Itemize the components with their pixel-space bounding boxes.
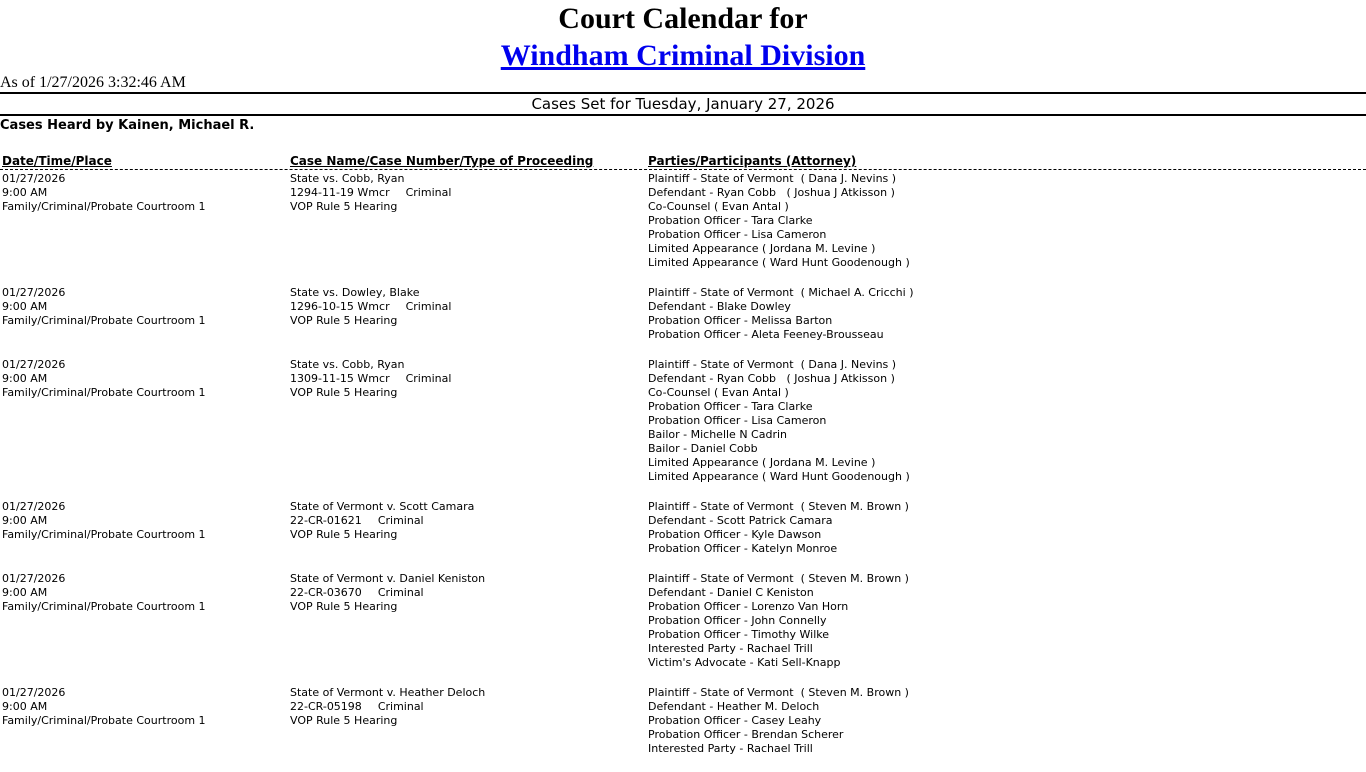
case-number: 1309-11-15 Wmcr: [290, 372, 390, 385]
case-type: Criminal: [405, 186, 452, 199]
case-proceeding: VOP Rule 5 Hearing: [290, 386, 398, 399]
case-number-line: [290, 586, 640, 600]
as-of-timestamp: As of 1/27/2026 3:32:46 AM: [0, 74, 186, 91]
party-entry: Defendant - Heather M. Deloch: [648, 700, 820, 713]
party-entry: Probation Officer - Melissa Barton: [648, 314, 833, 327]
case-time: 9:00 AM: [2, 186, 48, 199]
divider: [0, 114, 1366, 116]
case-number-line: [290, 186, 640, 200]
case-entry: [0, 286, 1366, 342]
party-entry: Victim's Advocate - Kati Sell-Knapp: [648, 656, 841, 669]
column-header-date-time-place: Date/Time/Place: [2, 154, 112, 168]
case-type: Criminal: [377, 700, 424, 713]
case-place: Family/Criminal/Probate Courtroom 1: [2, 528, 206, 541]
party-entry: Interested Party - Rachael Trill: [648, 742, 813, 755]
case-parties: [648, 686, 1348, 756]
case-date-time-place: [2, 286, 282, 328]
case-time: 9:00 AM: [2, 586, 48, 599]
case-parties: [648, 572, 1348, 670]
party-entry: Probation Officer - Casey Leahy: [648, 714, 822, 727]
party-entry: Probation Officer - Lisa Cameron: [648, 228, 827, 241]
party-entry: Plaintiff - State of Vermont ( Steven M. Brown ): [648, 500, 909, 513]
case-info: [290, 686, 640, 728]
case-date-time-place: [2, 358, 282, 400]
case-date-time-place: [2, 172, 282, 214]
division-link[interactable]: Windham Criminal Division: [500, 39, 866, 72]
party-entry: Defendant - Ryan Cobb ( Joshua J Atkisson ): [648, 186, 895, 199]
case-number-line: [290, 514, 640, 528]
case-date-time-place: [2, 686, 282, 728]
case-place: Family/Criminal/Probate Courtroom 1: [2, 600, 206, 613]
party-entry: Limited Appearance ( Ward Hunt Goodenough ): [648, 256, 910, 269]
case-place: Family/Criminal/Probate Courtroom 1: [2, 314, 206, 327]
case-parties: [648, 500, 1348, 556]
case-place: Family/Criminal/Probate Courtroom 1: [2, 714, 206, 727]
case-date: 01/27/2026: [2, 686, 66, 699]
case-date: 01/27/2026: [2, 500, 66, 513]
case-type: Criminal: [377, 586, 424, 599]
case-number: 1296-10-15 Wmcr: [290, 300, 390, 313]
case-number: 22-CR-01621: [290, 514, 362, 527]
case-info: [290, 358, 640, 400]
case-entry: [0, 572, 1366, 670]
case-proceeding: VOP Rule 5 Hearing: [290, 528, 398, 541]
case-number-line: [290, 300, 640, 314]
case-info: [290, 286, 640, 328]
party-entry: Probation Officer - Brendan Scherer: [648, 728, 844, 741]
case-number-line: [290, 372, 640, 386]
case-proceeding: VOP Rule 5 Hearing: [290, 200, 398, 213]
party-entry: Probation Officer - Lisa Cameron: [648, 414, 827, 427]
case-info: [290, 172, 640, 214]
party-entry: Co-Counsel ( Evan Antal ): [648, 386, 789, 399]
case-info: [290, 572, 640, 614]
case-date-time-place: [2, 500, 282, 542]
party-entry: Plaintiff - State of Vermont ( Dana J. Nevins ): [648, 358, 897, 371]
party-entry: Bailor - Daniel Cobb: [648, 442, 758, 455]
case-number: 1294-11-19 Wmcr: [290, 186, 390, 199]
party-entry: Probation Officer - Lorenzo Van Horn: [648, 600, 849, 613]
title-line: Court Calendar for: [558, 2, 808, 35]
page-title: [0, 0, 1366, 74]
case-type: Criminal: [377, 514, 424, 527]
case-number: 22-CR-05198: [290, 700, 362, 713]
case-parties: [648, 358, 1348, 484]
party-entry: Plaintiff - State of Vermont ( Dana J. Nevins ): [648, 172, 897, 185]
case-proceeding: VOP Rule 5 Hearing: [290, 714, 398, 727]
case-proceeding: VOP Rule 5 Hearing: [290, 600, 398, 613]
party-entry: Co-Counsel ( Evan Antal ): [648, 200, 789, 213]
party-entry: Interested Party - Rachael Trill: [648, 642, 813, 655]
party-entry: Plaintiff - State of Vermont ( Steven M. Brown ): [648, 686, 909, 699]
case-number: 22-CR-03670: [290, 586, 362, 599]
case-date: 01/27/2026: [2, 172, 66, 185]
party-entry: Limited Appearance ( Ward Hunt Goodenough ): [648, 470, 910, 483]
case-number-line: [290, 700, 640, 714]
party-entry: Defendant - Scott Patrick Camara: [648, 514, 833, 527]
party-entry: Probation Officer - Aleta Feeney-Brousseau: [648, 328, 884, 341]
party-entry: Limited Appearance ( Jordana M. Levine ): [648, 456, 876, 469]
case-time: 9:00 AM: [2, 372, 48, 385]
case-entry: [0, 172, 1366, 270]
party-entry: Probation Officer - Tara Clarke: [648, 400, 813, 413]
party-entry: Bailor - Michelle N Cadrin: [648, 428, 788, 441]
case-name: State of Vermont v. Daniel Keniston: [290, 572, 486, 585]
case-entry: [0, 686, 1366, 756]
cases-set-for-heading: Cases Set for Tuesday, January 27, 2026: [531, 95, 835, 113]
case-entry: [0, 500, 1366, 556]
case-parties: [648, 172, 1348, 270]
party-entry: Defendant - Blake Dowley: [648, 300, 791, 313]
party-entry: Plaintiff - State of Vermont ( Steven M. Brown ): [648, 572, 909, 585]
case-name: State vs. Dowley, Blake: [290, 286, 420, 299]
case-time: 9:00 AM: [2, 700, 48, 713]
case-entry: [0, 358, 1366, 484]
case-date-time-place: [2, 572, 282, 614]
party-entry: Defendant - Daniel C Keniston: [648, 586, 814, 599]
case-parties: [648, 286, 1348, 342]
case-list: [0, 172, 1366, 772]
case-place: Family/Criminal/Probate Courtroom 1: [2, 386, 206, 399]
case-time: 9:00 AM: [2, 514, 48, 527]
party-entry: Probation Officer - John Connelly: [648, 614, 827, 627]
column-headers: [0, 154, 1366, 170]
column-header-parties: Parties/Participants (Attorney): [648, 154, 857, 168]
judge-heading: Cases Heard by Kainen, Michael R.: [0, 118, 255, 133]
party-entry: Limited Appearance ( Jordana M. Levine ): [648, 242, 876, 255]
case-date: 01/27/2026: [2, 358, 66, 371]
party-entry: Probation Officer - Kyle Dawson: [648, 528, 822, 541]
case-type: Criminal: [405, 372, 452, 385]
party-entry: Probation Officer - Katelyn Monroe: [648, 542, 838, 555]
case-proceeding: VOP Rule 5 Hearing: [290, 314, 398, 327]
case-time: 9:00 AM: [2, 300, 48, 313]
division-title: [0, 37, 1366, 74]
party-entry: Probation Officer - Timothy Wilke: [648, 628, 830, 641]
party-entry: Plaintiff - State of Vermont ( Michael A. Cricchi ): [648, 286, 914, 299]
divider: [0, 92, 1366, 94]
case-date: 01/27/2026: [2, 286, 66, 299]
case-name: State of Vermont v. Heather Deloch: [290, 686, 486, 699]
party-entry: Defendant - Ryan Cobb ( Joshua J Atkisson ): [648, 372, 895, 385]
case-date: 01/27/2026: [2, 572, 66, 585]
case-place: Family/Criminal/Probate Courtroom 1: [2, 200, 206, 213]
case-name: State of Vermont v. Scott Camara: [290, 500, 475, 513]
case-name: State vs. Cobb, Ryan: [290, 358, 405, 371]
column-header-case-info: Case Name/Case Number/Type of Proceeding: [290, 154, 594, 168]
case-name: State vs. Cobb, Ryan: [290, 172, 405, 185]
case-info: [290, 500, 640, 542]
case-type: Criminal: [405, 300, 452, 313]
party-entry: Probation Officer - Tara Clarke: [648, 214, 813, 227]
